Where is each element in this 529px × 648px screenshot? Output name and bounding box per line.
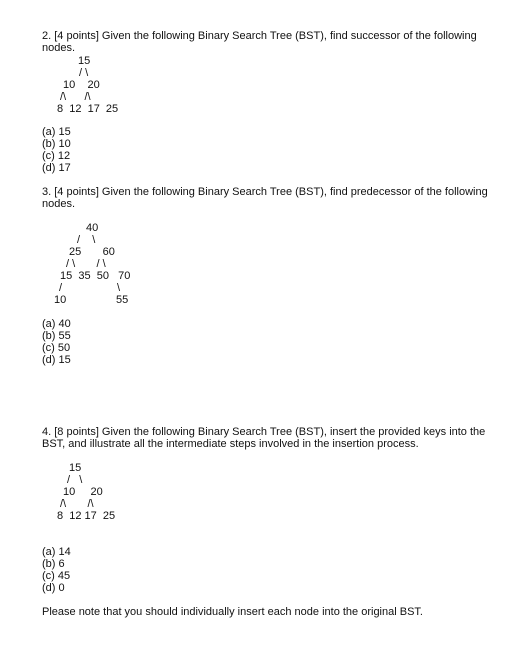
tree-nodes-level-2: 25 60 (69, 246, 115, 258)
tree-node-root: 40 (86, 222, 99, 234)
option-a: (a) 14 (42, 546, 71, 558)
tree-edge-right-level-3: \ (117, 282, 121, 294)
tree-nodes-level-3: 15 35 50 70 (60, 270, 131, 282)
tree-edges-level-2: / \ / \ (66, 258, 106, 270)
tree-edge-left-level-3: / (59, 282, 63, 294)
tree-edges-level-1: / \ (79, 67, 89, 79)
option-b: (b) 10 (42, 138, 71, 150)
option-d: (d) 15 (42, 354, 71, 366)
question-4-options (42, 546, 71, 594)
tree-nodes-level-3: 8 12 17 25 (57, 103, 119, 115)
question-4-text (42, 426, 502, 450)
tree-node-root: 15 (69, 462, 82, 474)
tree-edges-level-2: /\ /\ (60, 498, 94, 510)
option-a: (a) 40 (42, 318, 71, 330)
tree-node-level-4-right: 55 (116, 294, 129, 306)
option-d: (d) 17 (42, 162, 71, 174)
question-2-options (42, 126, 71, 174)
tree-node-level-4-left: 10 (54, 294, 67, 306)
option-a: (a) 15 (42, 126, 71, 138)
question-2-text (42, 30, 497, 54)
tree-nodes-level-2: 10 20 (63, 486, 103, 498)
question-3-text (42, 186, 497, 210)
option-d: (d) 0 (42, 582, 65, 594)
tree-edges-level-2: /\ /\ (60, 91, 91, 103)
tree-nodes-level-3: 8 12 17 25 (57, 510, 116, 522)
option-c: (c) 45 (42, 570, 71, 582)
question-3-options (42, 318, 71, 366)
tree-edges-level-1: / \ (77, 234, 96, 246)
question-4-prompt: 4. [8 points] Given the following Binary Search Tree (BST), insert the provided keys into the BST, and illustrate all the intermediate steps involved in the insertion process. (42, 426, 486, 450)
option-c: (c) 50 (42, 342, 71, 354)
question-2-prompt: 2. [4 points] Given the following Binary Search Tree (BST), find successor of the following nodes. (42, 30, 477, 54)
question-3-prompt: 3. [4 points] Given the following Binary Search Tree (BST), find predecessor of the following nodes. (42, 186, 488, 210)
option-b: (b) 55 (42, 330, 71, 342)
tree-node-root: 15 (78, 55, 91, 67)
tree-edges-level-1: / \ (67, 474, 83, 486)
option-c: (c) 12 (42, 150, 71, 162)
option-b: (b) 6 (42, 558, 65, 570)
tree-nodes-level-2: 10 20 (63, 79, 100, 91)
question-4-note: Please note that you should individually insert each node into the original BST. (42, 606, 423, 618)
